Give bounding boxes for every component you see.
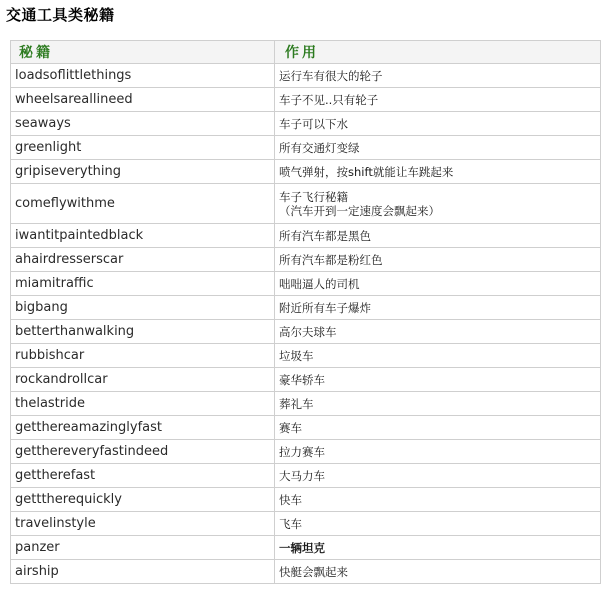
cheat-code: travelinstyle <box>11 512 275 536</box>
cheat-effect: 所有汽车都是黑色 <box>275 224 601 248</box>
cheat-effect: 运行车有很大的轮子 <box>275 64 601 88</box>
cheat-code: wheelsareallineed <box>11 88 275 112</box>
cheat-code: betterthanwalking <box>11 320 275 344</box>
header-row <box>11 41 601 64</box>
cheat-effect: 赛车 <box>275 416 601 440</box>
cheat-code: greenlight <box>11 136 275 160</box>
cheat-effect: 豪华轿车 <box>275 368 601 392</box>
table-row <box>11 560 601 584</box>
table-row <box>11 488 601 512</box>
cheat-code: bigbang <box>11 296 275 320</box>
cheat-effect: 所有汽车都是粉红色 <box>275 248 601 272</box>
cheat-code: thelastride <box>11 392 275 416</box>
table-row <box>11 512 601 536</box>
cheat-effect: 车子不见..只有轮子 <box>275 88 601 112</box>
cheat-effect-line: （汽车开到一定速度会飘起来） <box>279 203 440 218</box>
cheat-code: getthereveryfastindeed <box>11 440 275 464</box>
table-row <box>11 112 601 136</box>
table-row <box>11 368 601 392</box>
cheat-code: getthereamazinglyfast <box>11 416 275 440</box>
cheat-effect: 附近所有车子爆炸 <box>275 296 601 320</box>
table-row <box>11 224 601 248</box>
table-row <box>11 160 601 184</box>
cheat-code: rubbishcar <box>11 344 275 368</box>
cheat-effect <box>275 184 601 224</box>
cheat-code: miamitraffic <box>11 272 275 296</box>
table-row <box>11 344 601 368</box>
cheat-effect: 快车 <box>275 488 601 512</box>
cheat-effect-line: 车子飞行秘籍 <box>279 189 348 204</box>
table-row <box>11 536 601 560</box>
header-code: 秘籍 <box>11 41 275 64</box>
table-row <box>11 296 601 320</box>
cheat-effect: 车子可以下水 <box>275 112 601 136</box>
cheat-code: comeflywithme <box>11 184 275 224</box>
header-effect: 作用 <box>275 41 601 64</box>
cheat-code: getttherequickly <box>11 488 275 512</box>
table-row <box>11 248 601 272</box>
table-row <box>11 416 601 440</box>
cheat-code: seaways <box>11 112 275 136</box>
cheat-effect: 快艇会飘起来 <box>275 560 601 584</box>
cheat-code: panzer <box>11 536 275 560</box>
cheat-effect: 飞车 <box>275 512 601 536</box>
cheat-effect: 所有交通灯变绿 <box>275 136 601 160</box>
cheat-code: rockandrollcar <box>11 368 275 392</box>
cheat-code: loadsoflittlethings <box>11 64 275 88</box>
cheat-effect: 葬礼车 <box>275 392 601 416</box>
page-title: 交通工具类秘籍 <box>6 6 115 24</box>
table-row <box>11 136 601 160</box>
cheat-effect: 高尔夫球车 <box>275 320 601 344</box>
cheat-effect: 一辆坦克 <box>275 536 601 560</box>
table-header <box>11 41 601 64</box>
table-row <box>11 88 601 112</box>
cheat-code: ahairdresserscar <box>11 248 275 272</box>
cheat-code: iwantitpaintedblack <box>11 224 275 248</box>
table-body <box>11 64 601 584</box>
table-row <box>11 64 601 88</box>
table-row <box>11 392 601 416</box>
cheat-code: airship <box>11 560 275 584</box>
cheat-effect: 拉力赛车 <box>275 440 601 464</box>
cheat-effect: 喷气弹射，按shift就能让车跳起来 <box>275 160 601 184</box>
table-row <box>11 320 601 344</box>
cheat-effect: 咄咄逼人的司机 <box>275 272 601 296</box>
table-row <box>11 464 601 488</box>
table-row <box>11 440 601 464</box>
cheat-table <box>10 40 601 584</box>
table-row <box>11 184 601 224</box>
table-row <box>11 272 601 296</box>
cheat-effect: 大马力车 <box>275 464 601 488</box>
cheat-code: gripiseverything <box>11 160 275 184</box>
cheat-code: gettherefast <box>11 464 275 488</box>
cheat-effect: 垃圾车 <box>275 344 601 368</box>
